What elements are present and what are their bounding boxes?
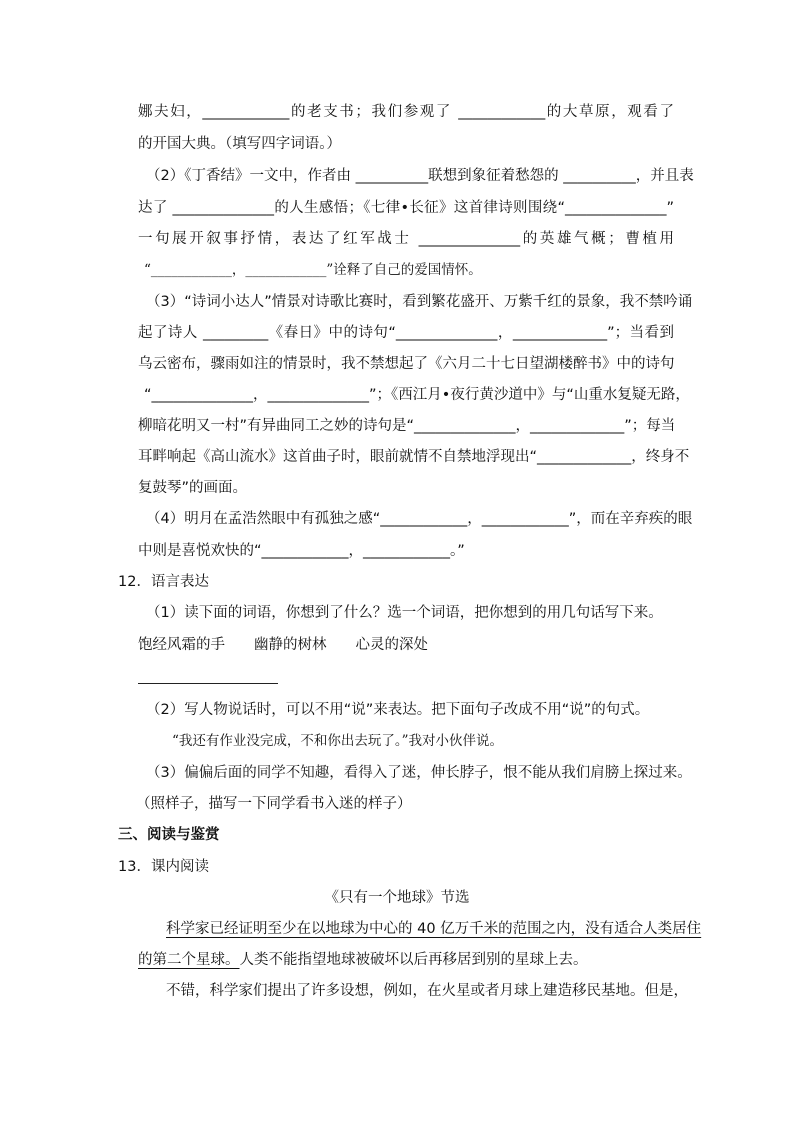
q12-part3-sentence: （3）偏偏后面的同学不知趣，看得入了迷，伸长脖子，恨不能从我们肩膀上探过来。	[146, 765, 692, 781]
text-line-3: （2）《丁香结》一文中，作者由 __________联想到象征着愁怨的 __________，并且表	[146, 168, 694, 184]
text-line-14: （4）明月在孟浩然眼中有孤独之感“____________，____________”，而在辛弃疾的眼	[146, 511, 693, 527]
q12-part1-instruction: （1）读下面的词语，你想到了什么？选一个词语，把你想到的用几句话写下来。	[146, 605, 663, 621]
text-line-10: “______________，______________”；《西江月•夜行黄沙道中》与“山重水复疑无路，	[144, 387, 690, 403]
text-line-12: 耳畔响起《高山流水》这首曲子时，眼前就情不自禁地浮现出“_____________，终身不	[138, 449, 690, 465]
q12-part2-sentence: “我还有作业没完成，不和你出去玩了。”我对小伙伴说。	[172, 733, 504, 749]
text-line-4: 达了 ______________的人生感悟；《七律•长征》这首律诗则围绕“______________”	[138, 200, 674, 216]
q12-word-options: 饱经风霜的手 幽静的树林 心灵的深处	[138, 637, 428, 653]
passage-line-1: 科学家已经证明至少在以地球为中心的 40 亿万千米的范围之内，没有适合人类居住	[166, 921, 702, 937]
answer-line[interactable]	[138, 683, 278, 684]
passage-line-2	[138, 950, 588, 970]
text-line-6: “____________，____________”诠释了自己的爱国情怀。	[144, 262, 482, 278]
passage-title: 《只有一个地球》节选	[324, 890, 470, 906]
passage-line-3: 不错，科学家们提出了许多设想，例如，在火星或者月球上建造移民基地。但是，	[166, 983, 688, 999]
question-13-heading: 13．课内阅读	[118, 859, 209, 875]
q12-part3-instruction: （照样子，描写一下同学看书入迷的样子）	[136, 796, 412, 812]
text-line-1: 娜夫妇，____________的老支书；我们参观了 ____________的大草原，观看了	[138, 104, 674, 120]
text-line-2: 的开国大典。（填写四字词语。）	[138, 136, 341, 152]
question-12-heading: 12．语言表达	[118, 574, 209, 590]
text-line-8: 起了诗人 _________《春日》中的诗句“______________，_____________”；当看到	[138, 325, 674, 341]
text-line-13: 复鼓琴”的画面。	[138, 480, 248, 496]
text-line-9: 乌云密布，骤雨如注的情景时，我不禁想起了《六月二十七日望湖楼醉书》中的诗句	[138, 356, 675, 372]
section-3-heading: 三、阅读与鉴赏	[118, 827, 220, 843]
text-line-5: 一句展开叙事抒情，表达了红军战士 ______________的英雄气概；曹植用	[138, 231, 674, 247]
text-line-15: 中则是喜悦欢快的“____________，____________。”	[138, 543, 465, 559]
underlined-phrase: 的第二个星球。	[138, 952, 240, 968]
q12-part2-instruction: （2）写人物说话时，可以不用“说”来表达。把下面句子改成不用“说”的句式。	[146, 702, 650, 718]
text-line-11: 柳暗花明又一村”有异曲同工之妙的诗句是“______________，_____________”；每当	[138, 418, 676, 434]
passage-sentence: 人类不能指望地球被破坏以后再移居到别的星球上去。	[239, 952, 588, 968]
text-line-7: （3）“诗词小达人”情景对诗歌比赛时，看到繁花盛开、万紫千红的景象，我不禁吟诵	[146, 294, 693, 310]
